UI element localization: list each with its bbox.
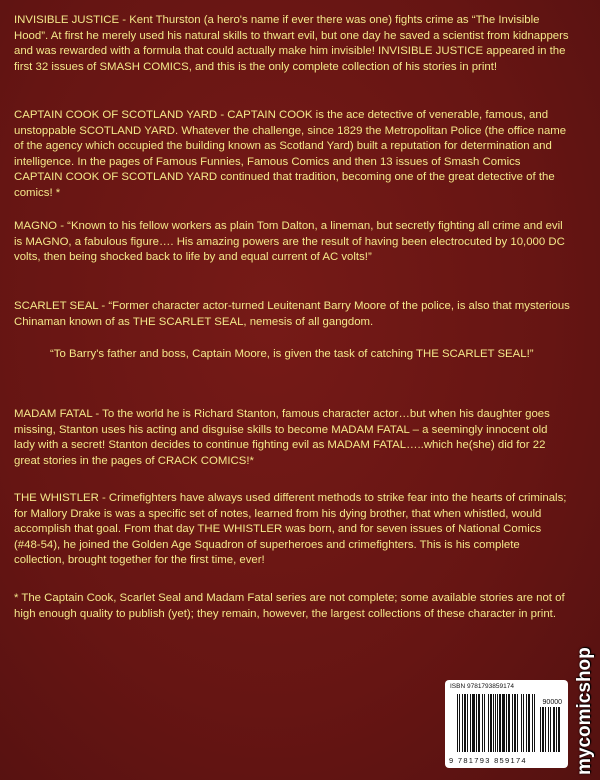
barcode-bar [506,694,507,752]
barcode-bar [470,694,471,752]
barcode-digits: 9 781793 859174 [449,756,527,765]
barcode-bar [508,694,510,752]
price-code: 90000 [542,699,562,706]
captain-cook-paragraph: CAPTAIN COOK OF SCOTLAND YARD - CAPTAIN COOK is the ace detective of venerable, famous, and unstoppable SCOTLAND YARD. Whatever the challenge, since 1829 the Metropolitan Police (the office name of the agency which occupied the building known as Scotland Yard) built a reputation for determination and intelligence. In the pages of Famous Funnies, Famous Comics and then 13 issues of Smash Comics CAPTAIN COOK OF SCOTLAND YARD continued that tradition, becoming one of the great detective of the comics! * [14,109,567,199]
barcode-bar [488,694,489,752]
barcode-bar [459,694,460,752]
barcode-addon-bars [540,707,562,752]
barcode-bar [556,707,557,752]
barcode-bar [497,694,498,752]
barcode-bar [514,694,516,752]
barcode-bar [548,707,549,752]
watermark-text: mycomicshop [574,647,595,775]
barcode-bar [484,694,485,752]
barcode-bar [532,694,533,752]
barcode-bar [472,694,475,752]
isbn-barcode [445,680,568,768]
isbn-label: ISBN 9781793859174 [450,683,514,690]
barcode-bar [464,694,466,752]
barcode-bar [499,694,501,752]
barcode-bar [521,694,522,752]
barcode-bar [467,694,468,752]
barcode-bar [495,694,496,752]
madam-fatal-paragraph: MADAM FATAL - To the world he is Richard Stanton, famous character actor…but when his daughter goes missing, Stanton uses his acting and disguise skills to become MADAM FATAL – a seemingly innocent old lady with a secret! Stanton decides to continue fighting evil as MADAM FATAL…..which he(she) did for 22 great stories in the pages of CRACK COMICS!* [14,408,550,467]
footnote-paragraph: * The Captain Cook, Scarlet Seal and Madam Fatal series are not complete; some available stories are not of high enough quality to publish (yet); they remain, however, the largest collections of these character in print. [14,592,565,620]
barcode-bar [528,694,530,752]
barcode-bar [534,694,535,752]
barcode-bar [490,694,492,752]
scarlet-seal-paragraph: SCARLET SEAL - “Former character actor-turned Leuitenant Barry Moore of the police, is also that mysterious Chinaman known of as THE SCARLET SEAL, nemesis of all gangdom. [14,300,570,328]
barcode-bars [457,694,537,752]
barcode-bar [540,707,541,752]
barcode-bar [558,707,560,752]
barcode-bar [512,694,513,752]
barcode-bar [502,694,505,752]
barcode-bar [478,694,480,752]
the-whistler-paragraph: THE WHISTLER - Crimefighters have always used different methods to strike fear into the hearts of criminals; for Mallory Drake is was a specific set of notes, learned from his dying brother, that when whistled, would accomplish that goal. From that day THE WHISTLER was born, and for seven issues of National Comics (#48-54), he joined the Golden Age Squadron of superheroes and crimefighters. This is his complete collection, brought together for the first time, ever! [14,492,567,567]
scarlet-seal-quote-paragraph: “To Barry's father and boss, Captain Moore, is given the task of catching THE SCARLET SEAL!” [50,348,534,360]
barcode-bar [553,707,555,752]
barcode-bar [482,694,483,752]
barcode-bar [493,694,494,752]
barcode-bar [526,694,527,752]
barcode-bar [523,694,524,752]
invisible-justice-paragraph: INVISIBLE JUSTICE - Kent Thurston (a hero's name if ever there was one) fights crime as “The Invisible Hood”. At first he merely used his natural skills to thwart evil, but one day he saved a scientist from kidnappers and was rewarded with a formula that could actually make him invisible! INVISIBLE JUSTICE appeared in the first 32 issues of SMASH COMICS, and this is the only complete collection of his stories in print! [14,14,569,73]
barcode-bar [542,707,544,752]
barcode-bar [476,694,477,752]
barcode-bar [457,694,458,752]
magno-paragraph: MAGNO - “Known to his fellow workers as plain Tom Dalton, a lineman, but secretly fighting all crime and evil is MAGNO, a fabulous figure…. His amazing powers are the result of having been electrocuted by 10,000 DC volts, then being shocked back to life by and equal current of AC volts!” [14,220,565,264]
barcode-bar [462,694,463,752]
barcode-bar [517,694,518,752]
barcode-bar [550,707,551,752]
barcode-bar [545,707,546,752]
